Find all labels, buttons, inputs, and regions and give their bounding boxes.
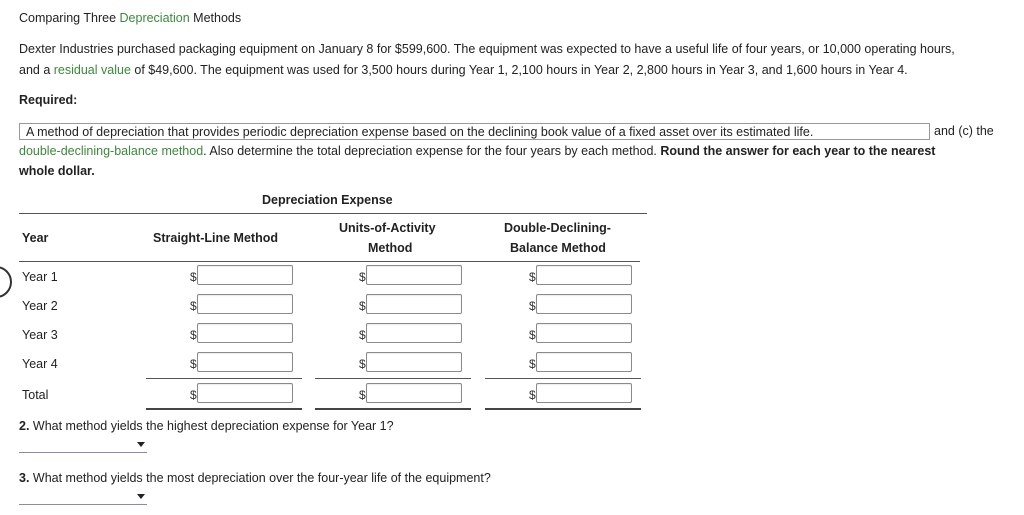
- question-3: [19, 471, 491, 485]
- double-rule-uoa: [315, 408, 471, 410]
- req1-line-2: [19, 144, 935, 158]
- col-year-header: Year: [22, 231, 49, 245]
- page-title: [19, 11, 241, 25]
- line2-suffix: of $49,600. The equipment was used for 3,500 hours during Year 1, 2,100 hours in Year 2, 2,800 hours in Year 3, and 1,600 hours in Year 4.: [130, 63, 908, 77]
- col-straight-line-header: Straight-Line Method: [153, 231, 278, 245]
- residual-value-link[interactable]: residual value: [53, 63, 131, 77]
- col-ddb-header-2: Balance Method: [510, 241, 606, 255]
- sl-year-1-input[interactable]: [197, 265, 293, 285]
- currency-symbol: $: [359, 388, 366, 402]
- col-uoa-header-1: Units-of-Activity: [339, 221, 436, 235]
- sl-total-input[interactable]: [197, 383, 293, 403]
- ddb-year-1-input[interactable]: [536, 265, 632, 285]
- col-ddb-header-1: Double-Declining-: [504, 221, 611, 235]
- currency-symbol: $: [359, 299, 366, 313]
- uoa-total-input[interactable]: [366, 383, 462, 403]
- depreciation-link[interactable]: Depreciation: [119, 11, 190, 25]
- sl-year-4-input[interactable]: [197, 352, 293, 372]
- currency-symbol: $: [529, 388, 536, 402]
- ddb-year-4-input[interactable]: [536, 352, 632, 372]
- sl-year-2-input[interactable]: [197, 294, 293, 314]
- ddb-method-link[interactable]: double-declining-balance method: [19, 144, 204, 158]
- definition-tooltip: A method of depreciation that provides periodic depreciation expense based on the declining book value of a fixed asset over its estimated life.: [19, 123, 930, 140]
- double-rule-sl: [146, 408, 302, 410]
- currency-symbol: $: [190, 388, 197, 402]
- total-rule-uoa: [315, 378, 471, 379]
- currency-symbol: $: [529, 270, 536, 284]
- q3-dropdown[interactable]: [19, 490, 147, 505]
- row-label-year-4: Year 4: [22, 357, 58, 371]
- total-rule-ddb: [485, 378, 641, 379]
- problem-line-2: [19, 63, 908, 77]
- currency-symbol: $: [190, 270, 197, 284]
- uoa-year-1-input[interactable]: [366, 265, 462, 285]
- ddb-year-2-input[interactable]: [536, 294, 632, 314]
- row-label-year-1: Year 1: [22, 270, 58, 284]
- round-instruction-end: whole dollar.: [19, 164, 95, 178]
- title-suffix: Methods: [189, 11, 242, 25]
- required-label: Required:: [19, 93, 78, 107]
- currency-symbol: $: [529, 299, 536, 313]
- q3-number: 3.: [19, 471, 30, 485]
- ddb-year-3-input[interactable]: [536, 323, 632, 343]
- problem-line-1: Dexter Industries purchased packaging equipment on January 8 for $599,600. The equipment was expected to have a useful life of four years, or 10,000 operating hours,: [19, 42, 955, 56]
- question-2: [19, 419, 394, 433]
- ddb-total-input[interactable]: [536, 383, 632, 403]
- currency-symbol: $: [190, 299, 197, 313]
- q3-text: What method yields the most depreciation over the four-year life of the equipment?: [29, 471, 491, 485]
- double-rule-ddb: [485, 408, 641, 410]
- q2-number: 2.: [19, 419, 30, 433]
- round-instruction: Round the answer for each year to the nearest: [660, 144, 936, 158]
- uoa-year-2-input[interactable]: [366, 294, 462, 314]
- req1-tail: and (c) the: [934, 124, 994, 138]
- uoa-year-4-input[interactable]: [366, 352, 462, 372]
- col-uoa-header-2: Method: [368, 241, 413, 255]
- row-label-year-2: Year 2: [22, 299, 58, 313]
- currency-symbol: $: [359, 328, 366, 342]
- row-label-total: Total: [22, 388, 49, 402]
- req1-rest: . Also determine the total depreciation expense for the four years by each method.: [203, 144, 661, 158]
- header-rule: [19, 213, 647, 214]
- row-label-year-3: Year 3: [22, 328, 58, 342]
- line2-prefix: and a: [19, 63, 54, 77]
- currency-symbol: $: [359, 270, 366, 284]
- title-prefix: Comparing Three: [19, 11, 120, 25]
- total-rule-sl: [146, 378, 302, 379]
- currency-symbol: $: [529, 357, 536, 371]
- currency-symbol: $: [190, 357, 197, 371]
- sl-year-3-input[interactable]: [197, 323, 293, 343]
- depreciation-expense-header: Depreciation Expense: [262, 193, 393, 207]
- uoa-year-3-input[interactable]: [366, 323, 462, 343]
- q2-text: What method yields the highest depreciation expense for Year 1?: [29, 419, 394, 433]
- currency-symbol: $: [529, 328, 536, 342]
- currency-symbol: $: [190, 328, 197, 342]
- chevron-down-icon: [137, 442, 145, 447]
- chevron-down-icon: [137, 494, 145, 499]
- column-header-rule: [19, 261, 640, 262]
- q2-dropdown[interactable]: [19, 438, 147, 453]
- currency-symbol: $: [359, 357, 366, 371]
- cursor-ring: [0, 266, 12, 298]
